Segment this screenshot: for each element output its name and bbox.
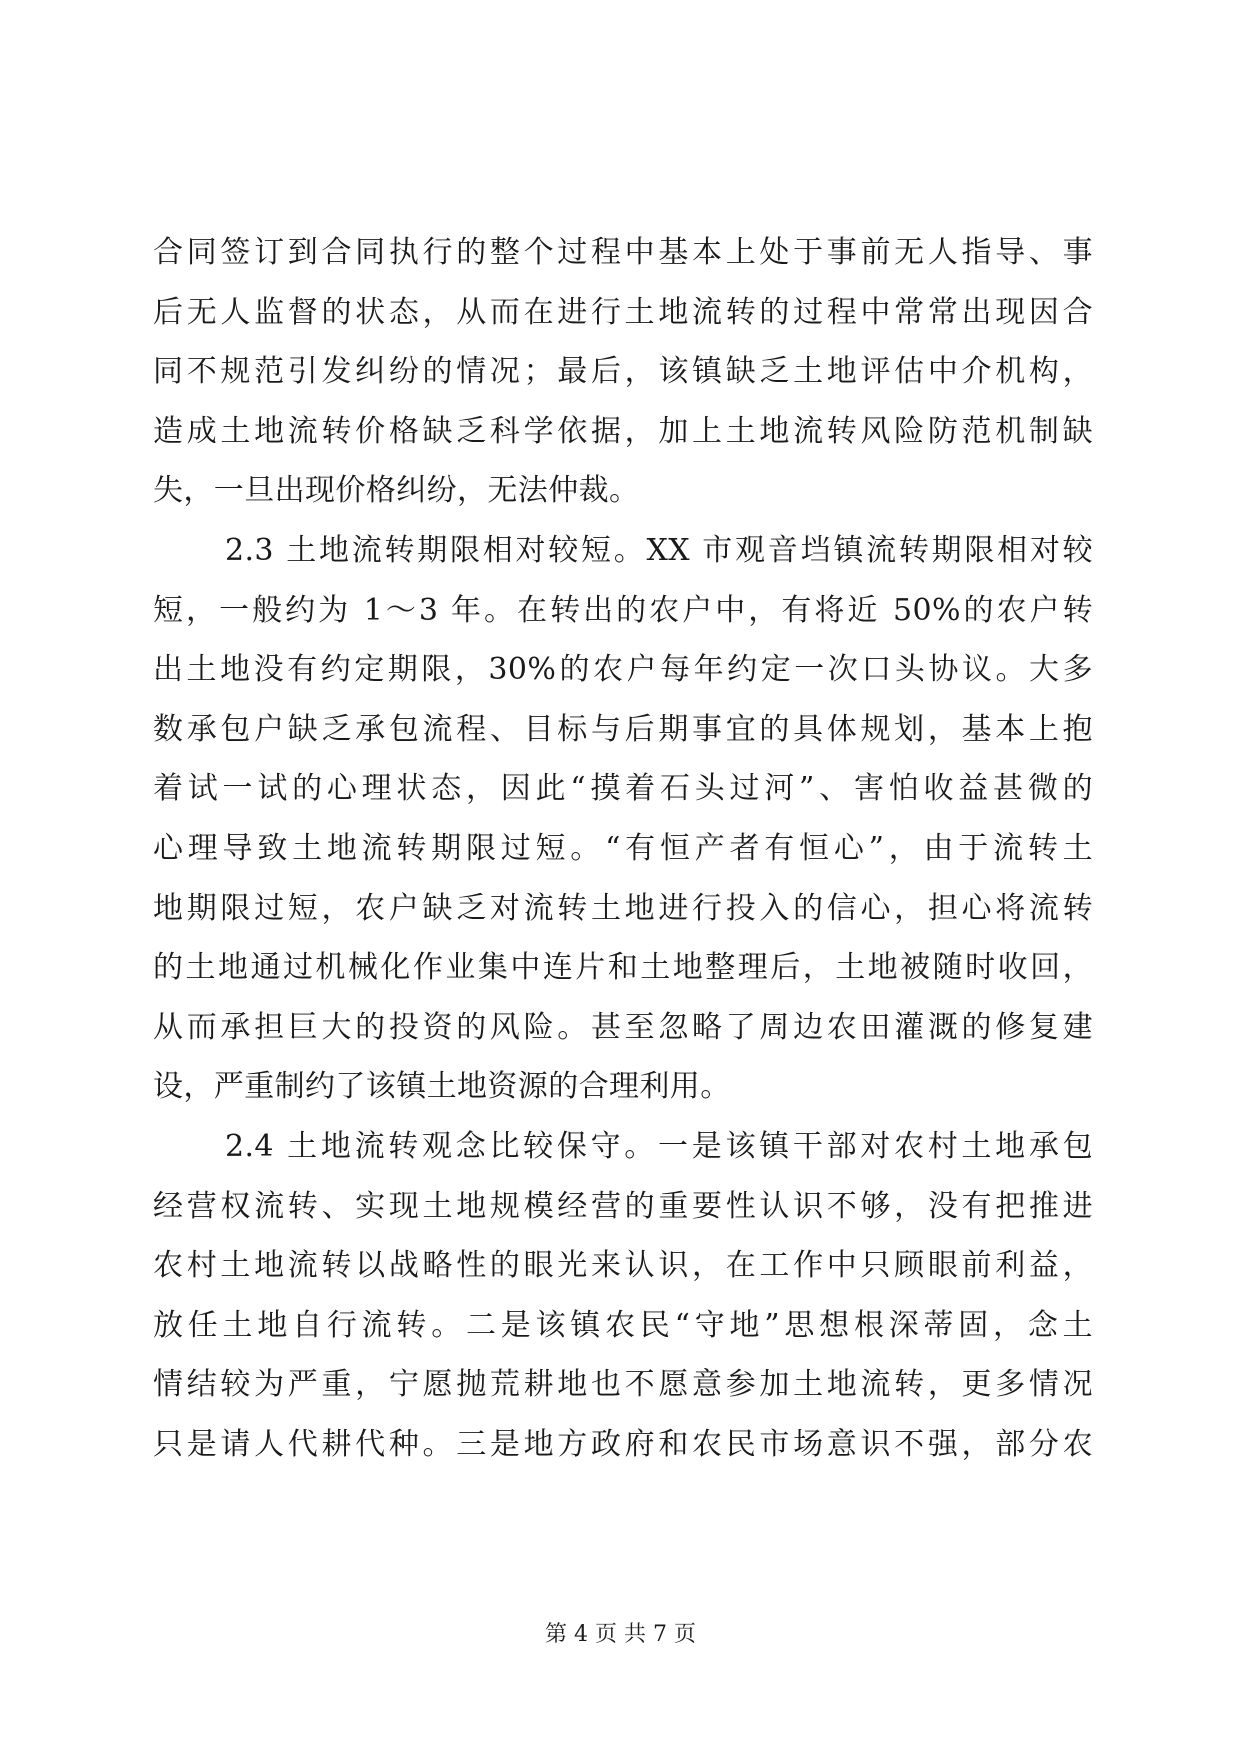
text-line: 合同签订到合同执行的整个过程中基本上处于事前无人指导、事 bbox=[153, 235, 1093, 270]
text-line: 造成土地流转价格缺乏科学依据，加上土地流转风险防范机制缺 bbox=[153, 413, 1093, 449]
text-line: 情结较为严重，宁愿抛荒耕地也不愿意参加土地流转，更多情况 bbox=[153, 1367, 1093, 1403]
text-line: 经营权流转、实现土地规模经营的重要性认识不够，没有把推进 bbox=[153, 1188, 1093, 1224]
text-line: 农村土地流转以战略性的眼光来认识，在工作中只顾眼前利益， bbox=[153, 1248, 1093, 1284]
text-line: 放任土地自行流转。二是该镇农民“守地”思想根深蒂固，念土 bbox=[153, 1307, 1093, 1343]
text-line: 的土地通过机械化作业集中连片和土地整理后，土地被随时收回， bbox=[153, 950, 1093, 986]
text-line: 2.4 土地流转观念比较保守。一是该镇干部对农村土地承包 bbox=[225, 1128, 1093, 1164]
text-line: 同不规范引发纠纷的情况；最后，该镇缺乏土地评估中介机构， bbox=[153, 354, 1093, 390]
text-line: 2.3 土地流转期限相对较短。XX 市观音垱镇流转期限相对较 bbox=[225, 532, 1093, 568]
text-line: 从而承担巨大的投资的风险。甚至忽略了周边农田灌溉的修复建 bbox=[153, 1009, 1093, 1045]
text-line: 着试一试的心理状态，因此“摸着石头过河”、害怕收益甚微的 bbox=[153, 771, 1093, 807]
page-footer: 第 4 页 共 7 页 bbox=[545, 1622, 696, 1647]
text-line: 后无人监督的状态，从而在进行土地流转的过程中常常出现因合 bbox=[153, 294, 1093, 330]
text-line: 设，严重制约了该镇土地资源的合理利用。 bbox=[153, 1069, 731, 1105]
text-line: 失，一旦出现价格纠纷，无法仲裁。 bbox=[153, 473, 640, 509]
text-line: 只是请人代耕代种。三是地方政府和农民市场意识不强，部分农 bbox=[153, 1426, 1093, 1462]
body-text bbox=[153, 223, 1093, 1474]
text-line: 地期限过短，农户缺乏对流转土地进行投入的信心，担心将流转 bbox=[153, 890, 1093, 926]
text-line: 出土地没有约定期限，30%的农户每年约定一次口头协议。大多 bbox=[153, 652, 1093, 688]
text-line: 数承包户缺乏承包流程、目标与后期事宜的具体规划，基本上抱 bbox=[153, 711, 1093, 747]
text-line: 心理导致土地流转期限过短。“有恒产者有恒心”，由于流转土 bbox=[153, 830, 1093, 866]
text-line: 短，一般约为 1～3 年。在转出的农户中，有将近 50%的农户转 bbox=[153, 592, 1093, 628]
